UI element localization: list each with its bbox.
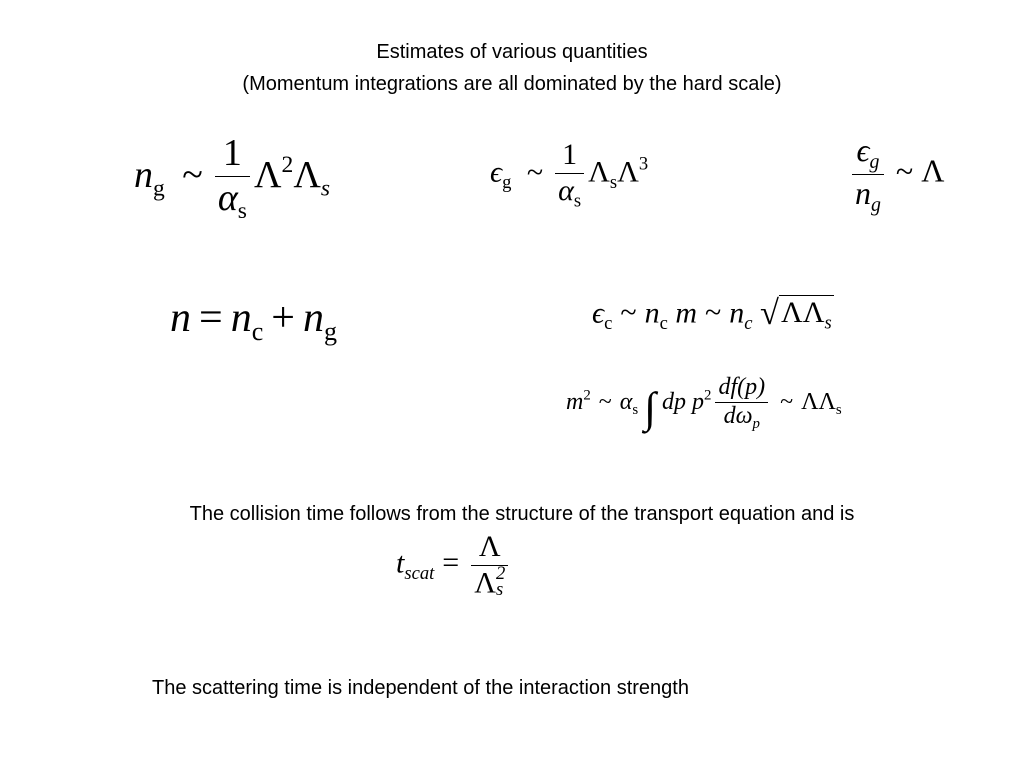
eq-epsg-den-sub: s bbox=[573, 190, 582, 211]
eq-ng-den-sub: s bbox=[237, 197, 247, 224]
eq-ratio-fraction bbox=[852, 132, 884, 217]
eq-ng-numerator: 1 bbox=[215, 132, 250, 177]
eq-epsc-term2-sub: c bbox=[744, 312, 753, 334]
eq-ng-term2-sub: s bbox=[320, 175, 331, 202]
eq-epsg-den-alpha: α bbox=[558, 173, 574, 207]
equation-screening-mass bbox=[566, 374, 842, 433]
eq-n-plus: + bbox=[271, 295, 295, 341]
eq-epsc-term2: n bbox=[729, 296, 745, 330]
title-line-2: (Momentum integrations are all dominated by the hard scale) bbox=[242, 73, 782, 95]
eq-ratio-den-sub: g bbox=[871, 193, 881, 216]
eq-m2-measure: dp p bbox=[662, 388, 705, 415]
eq-m2-lhs-sup: 2 bbox=[583, 387, 591, 404]
eq-epsg-numerator: 1 bbox=[555, 138, 584, 174]
eq-m2-coupling-sub: s bbox=[632, 402, 639, 419]
collision-time-text: The collision time follows from the structure of the transport equation and is bbox=[189, 503, 855, 525]
eq-epsc-relation-2: ~ bbox=[705, 296, 722, 330]
eq-m2-numerator: df(p) bbox=[715, 374, 768, 403]
equation-gluon-energy-density bbox=[490, 138, 648, 211]
eq-ng-relation: ~ bbox=[182, 154, 203, 197]
eq-ratio-den-n: n bbox=[855, 174, 871, 211]
eq-m2-measure-sup: 2 bbox=[704, 387, 712, 404]
eq-epsc-root-sub: s bbox=[824, 312, 832, 334]
eq-ratio-num-eps: ϵ bbox=[856, 132, 870, 168]
eq-tscat-denominator bbox=[471, 562, 508, 601]
eq-m2-den-sub: p bbox=[752, 415, 760, 432]
eq-m2-coupling: α bbox=[619, 388, 633, 415]
eq-epsc-lhs-sub: c bbox=[604, 312, 613, 334]
eq-tscat-lhs: t bbox=[396, 546, 405, 580]
eq-ng-term1-sup: 2 bbox=[281, 151, 294, 178]
eq-n-term1-sub: c bbox=[251, 317, 264, 347]
title-line-1: Estimates of various quantities bbox=[376, 41, 648, 63]
eq-epsg-term2: Λ bbox=[617, 155, 639, 189]
eq-tscat-lhs-sub: scat bbox=[404, 562, 435, 584]
eq-m2-relation-2: ~ bbox=[780, 388, 794, 415]
eq-epsc-mass: m bbox=[675, 296, 698, 330]
eq-n-lhs: n bbox=[170, 295, 191, 341]
eq-ng-denominator bbox=[215, 177, 250, 225]
eq-tscat-numerator: Λ bbox=[471, 530, 508, 566]
equation-energy-per-gluon bbox=[848, 132, 944, 217]
eq-ratio-denominator bbox=[852, 175, 884, 217]
eq-ratio-relation: ~ bbox=[895, 152, 914, 189]
eq-ratio-num-sub: g bbox=[869, 150, 880, 173]
eq-tscat-equals: = bbox=[442, 546, 460, 580]
integral-icon: ∫ bbox=[644, 384, 657, 432]
eq-ng-fraction bbox=[215, 132, 250, 225]
eq-epsg-relation: ~ bbox=[526, 155, 544, 189]
eq-ng-lhs: n bbox=[134, 154, 153, 197]
eq-m2-denominator bbox=[715, 403, 768, 433]
eq-ng-term2: Λ bbox=[293, 154, 321, 197]
eq-epsc-root-lambdas: ΛΛ bbox=[780, 296, 825, 330]
square-root-icon: √ bbox=[760, 294, 779, 332]
eq-m2-fraction bbox=[715, 374, 768, 433]
eq-ng-lhs-sub: g bbox=[153, 175, 165, 202]
eq-epsg-term2-sup: 3 bbox=[638, 153, 649, 175]
eq-n-term1: n bbox=[230, 295, 252, 341]
eq-m2-lhs: m bbox=[566, 388, 584, 415]
eq-epsc-square-root bbox=[760, 294, 834, 335]
eq-ng-term1: Λ bbox=[253, 154, 282, 197]
eq-epsg-lhs-sub: g bbox=[502, 172, 512, 194]
eq-tscat-den-sup: 2 bbox=[495, 562, 506, 584]
eq-epsc-root-body bbox=[779, 295, 834, 335]
equation-condensate-energy bbox=[592, 294, 834, 335]
eq-epsc-relation-1: ~ bbox=[620, 296, 637, 330]
eq-n-equals: = bbox=[199, 295, 223, 341]
eq-m2-rhs-sub: s bbox=[835, 402, 842, 419]
eq-epsg-term1-sub: s bbox=[609, 172, 618, 194]
eq-ratio-numerator bbox=[852, 132, 884, 175]
eq-n-term2: n bbox=[302, 295, 324, 341]
equation-scattering-time bbox=[396, 530, 512, 601]
eq-ng-den-alpha: α bbox=[217, 176, 238, 219]
eq-epsg-lhs: ϵ bbox=[490, 155, 503, 189]
eq-m2-rhs: ΛΛ bbox=[801, 388, 836, 415]
eq-epsg-term1: Λ bbox=[588, 155, 610, 189]
scattering-time-text: The scattering time is independent of the interaction strength bbox=[152, 677, 689, 699]
eq-tscat-den-lambda: Λ bbox=[474, 566, 496, 600]
eq-m2-den-domega: dω bbox=[723, 402, 753, 429]
eq-epsc-lhs: ϵ bbox=[592, 296, 605, 330]
eq-n-term2-sub: g bbox=[323, 317, 337, 347]
eq-ratio-rhs: Λ bbox=[921, 152, 945, 189]
eq-epsg-denominator bbox=[555, 174, 584, 212]
eq-m2-relation-1: ~ bbox=[598, 388, 612, 415]
eq-epsc-term1-sub: c bbox=[659, 312, 668, 334]
equation-gluon-density bbox=[134, 132, 330, 225]
equation-total-density bbox=[170, 294, 337, 347]
eq-tscat-den-sub: s bbox=[495, 579, 504, 601]
eq-epsc-term1: n bbox=[644, 296, 660, 330]
eq-epsg-fraction bbox=[555, 138, 584, 211]
eq-tscat-fraction bbox=[471, 530, 508, 601]
